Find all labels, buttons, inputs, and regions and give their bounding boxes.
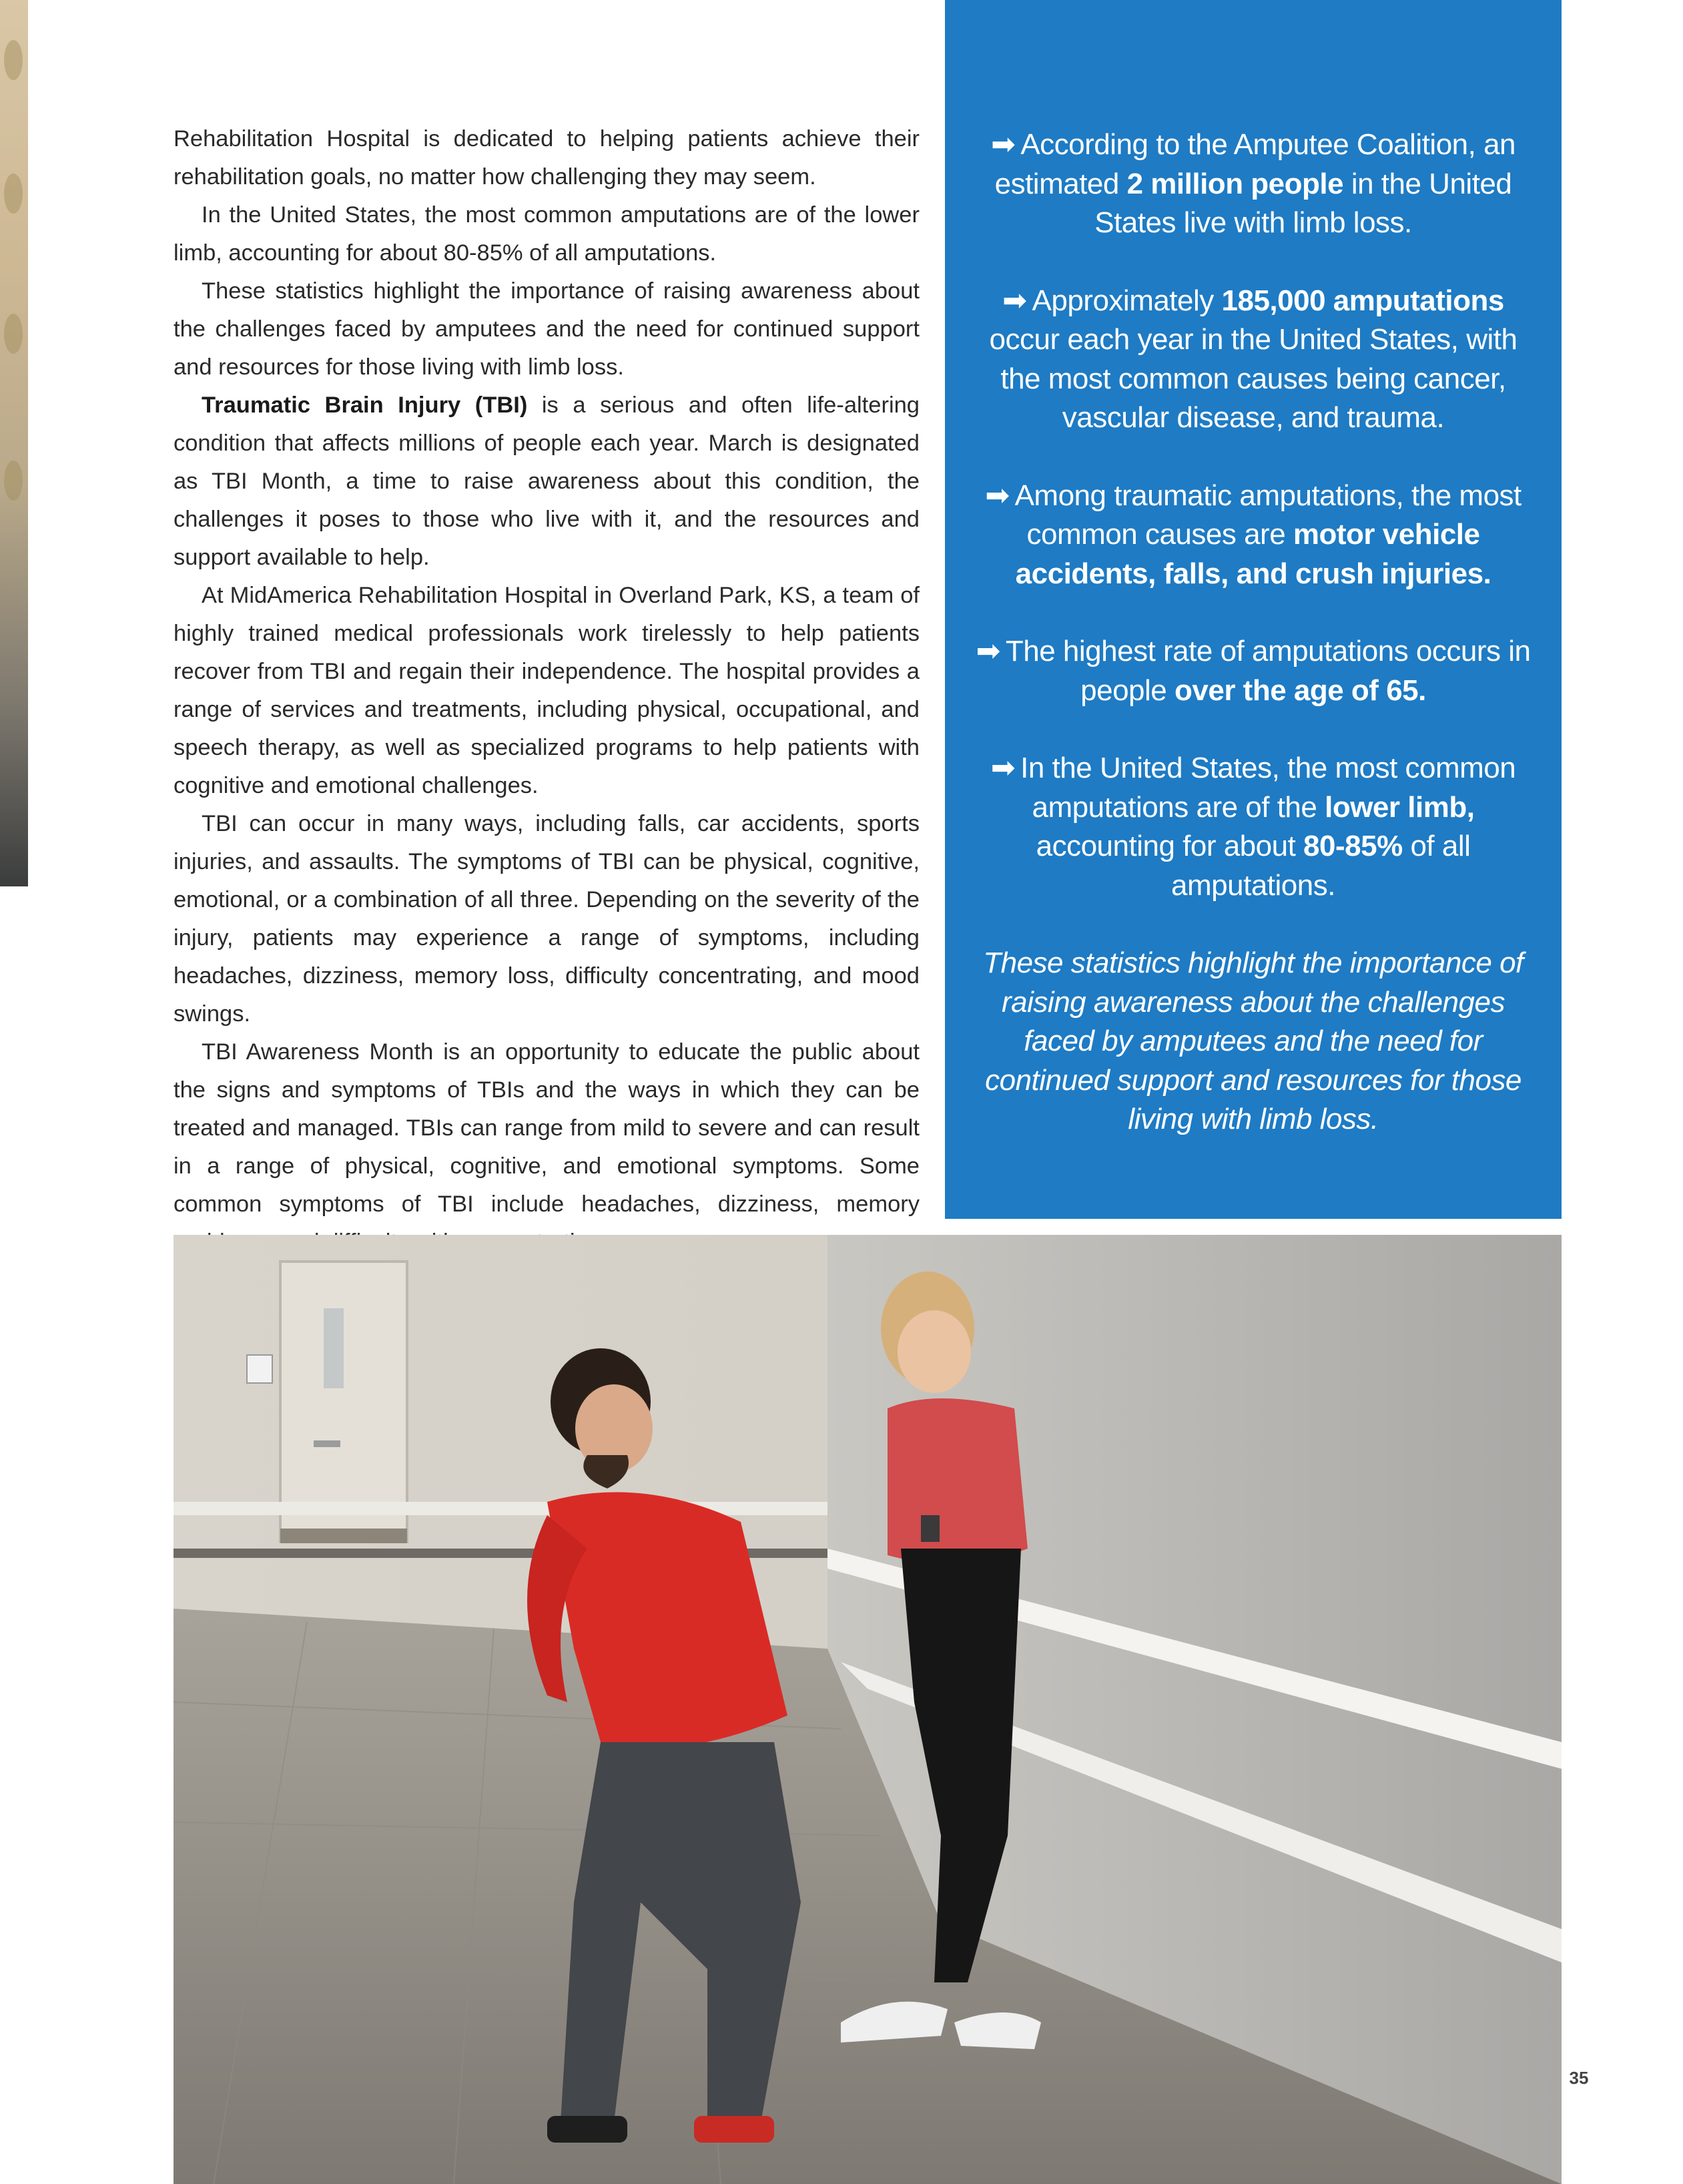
page-number: 35 — [1569, 2068, 1589, 2088]
stat-text: occur each year in the United States, with the most common causes being cancer, vascular disease, and trauma. — [989, 323, 1518, 434]
leaf-pattern — [4, 461, 23, 501]
stat-item — [969, 749, 1538, 905]
stat-highlight: 2 million people — [1126, 167, 1344, 200]
stat-highlight: 80-85% — [1303, 830, 1403, 862]
statistics-list — [969, 125, 1538, 1139]
paragraph-tbi-definition — [174, 386, 920, 577]
stat-text: accounting for about — [1036, 830, 1304, 862]
door-handle — [314, 1440, 340, 1447]
paragraph: Rehabilitation Hospital is dedicated to helping patients achieve their rehabilitation goals, no matter how challenging they may seem. — [174, 126, 920, 190]
adjacent-photo-edge — [0, 0, 28, 886]
leaf-pattern — [4, 174, 23, 214]
kick-plate — [280, 1529, 407, 1543]
hallway-illustration — [174, 1235, 1562, 2184]
stat-text: Approximately — [1032, 284, 1222, 317]
stat-text: In the United States, the most common amputations are of the — [1020, 752, 1516, 824]
arrow-right-icon: ➡ — [990, 128, 1016, 161]
stat-highlight: lower limb, — [1325, 790, 1475, 824]
stat-text: According to the Amputee Coalition, an estimated — [994, 128, 1516, 200]
stat-highlight: 185,000 amputations — [1221, 284, 1504, 317]
handrail-back — [174, 1502, 827, 1515]
leaf-pattern — [4, 314, 23, 354]
paragraph: TBI can occur in many ways, including falls, car accidents, sports injuries, and assaults. The symptoms of TBI can be physical, cognitive, emotional, or a combination of all three. Depending on the severity of the injury, patients may experience a range of symptoms, including headaches, dizziness, memory loss, difficulty concentrating, and mood swings. — [174, 811, 920, 1027]
therapy-session-photo — [174, 1235, 1562, 2184]
stat-item — [969, 125, 1538, 243]
closing-statement: These statistics highlight the importance of raising awareness about the challenges faced by amputees and the need for continued support and resources for those living with limb loss. — [983, 946, 1524, 1135]
door-window — [324, 1308, 344, 1388]
paragraph: TBI Awareness Month is an opportunity to educate the public about the signs and symptoms of TBIs and the ways in which they can be treated and managed. TBIs can range from mild to severe and can result in a range of physical, cognitive, and emotional symptoms. Some common symptoms of TBI include headaches, dizziness, memory — [174, 1039, 920, 1217]
arrow-right-icon: ➡ — [1002, 284, 1027, 317]
stat-text: The highest rate of amputations occurs in people — [1005, 635, 1531, 707]
amputation-statistics-box — [945, 0, 1562, 1219]
arrow-right-icon: ➡ — [976, 635, 1000, 667]
door — [280, 1262, 407, 1542]
stat-item — [969, 477, 1538, 594]
article-body — [174, 120, 920, 1262]
stat-item — [969, 282, 1538, 438]
arrow-right-icon: ➡ — [985, 479, 1010, 512]
stat-text: Among traumatic amputations, the most common causes are — [1014, 479, 1522, 551]
restroom-sign — [247, 1355, 272, 1383]
stat-item — [969, 632, 1538, 710]
stat-highlight: over the age of 65. — [1174, 673, 1426, 707]
paragraph: At MidAmerica Rehabilitation Hospital in Overland Park, KS, a team of highly trained medical professionals work tirelessly to help patients recover from TBI and regain their independence. The hospital provides a range of services and treatments, including physical, occupational, and speech therapy, as well as specialized programs to help patients with cognitive and emotional challenges. — [174, 583, 920, 798]
stat-text: of all amputations. — [1171, 830, 1471, 902]
stat-text: in the United States live with limb loss. — [1094, 167, 1512, 239]
paragraph: These statistics highlight the importance of raising awareness about the challenges faced by amputees and the need for continued support and resources for those living with limb loss. — [174, 278, 920, 380]
paragraph-text: is a serious and often life-altering condition that affects millions of people each year. March is designated as TBI Month, a time to raise awareness about this condition, the challenges it poses to those who live with it, and the resources and support available to help. — [174, 392, 920, 570]
term-tbi: Traumatic Brain Injury (TBI) — [202, 392, 528, 418]
arrow-right-icon: ➡ — [990, 752, 1016, 784]
stat-highlight: motor vehicle accidents, falls, and crush injuries. — [1015, 518, 1491, 590]
leaf-pattern — [4, 40, 23, 80]
paragraph: In the United States, the most common amputations are of the lower limb, accounting for about 80-85% of all amputations. — [174, 202, 920, 266]
